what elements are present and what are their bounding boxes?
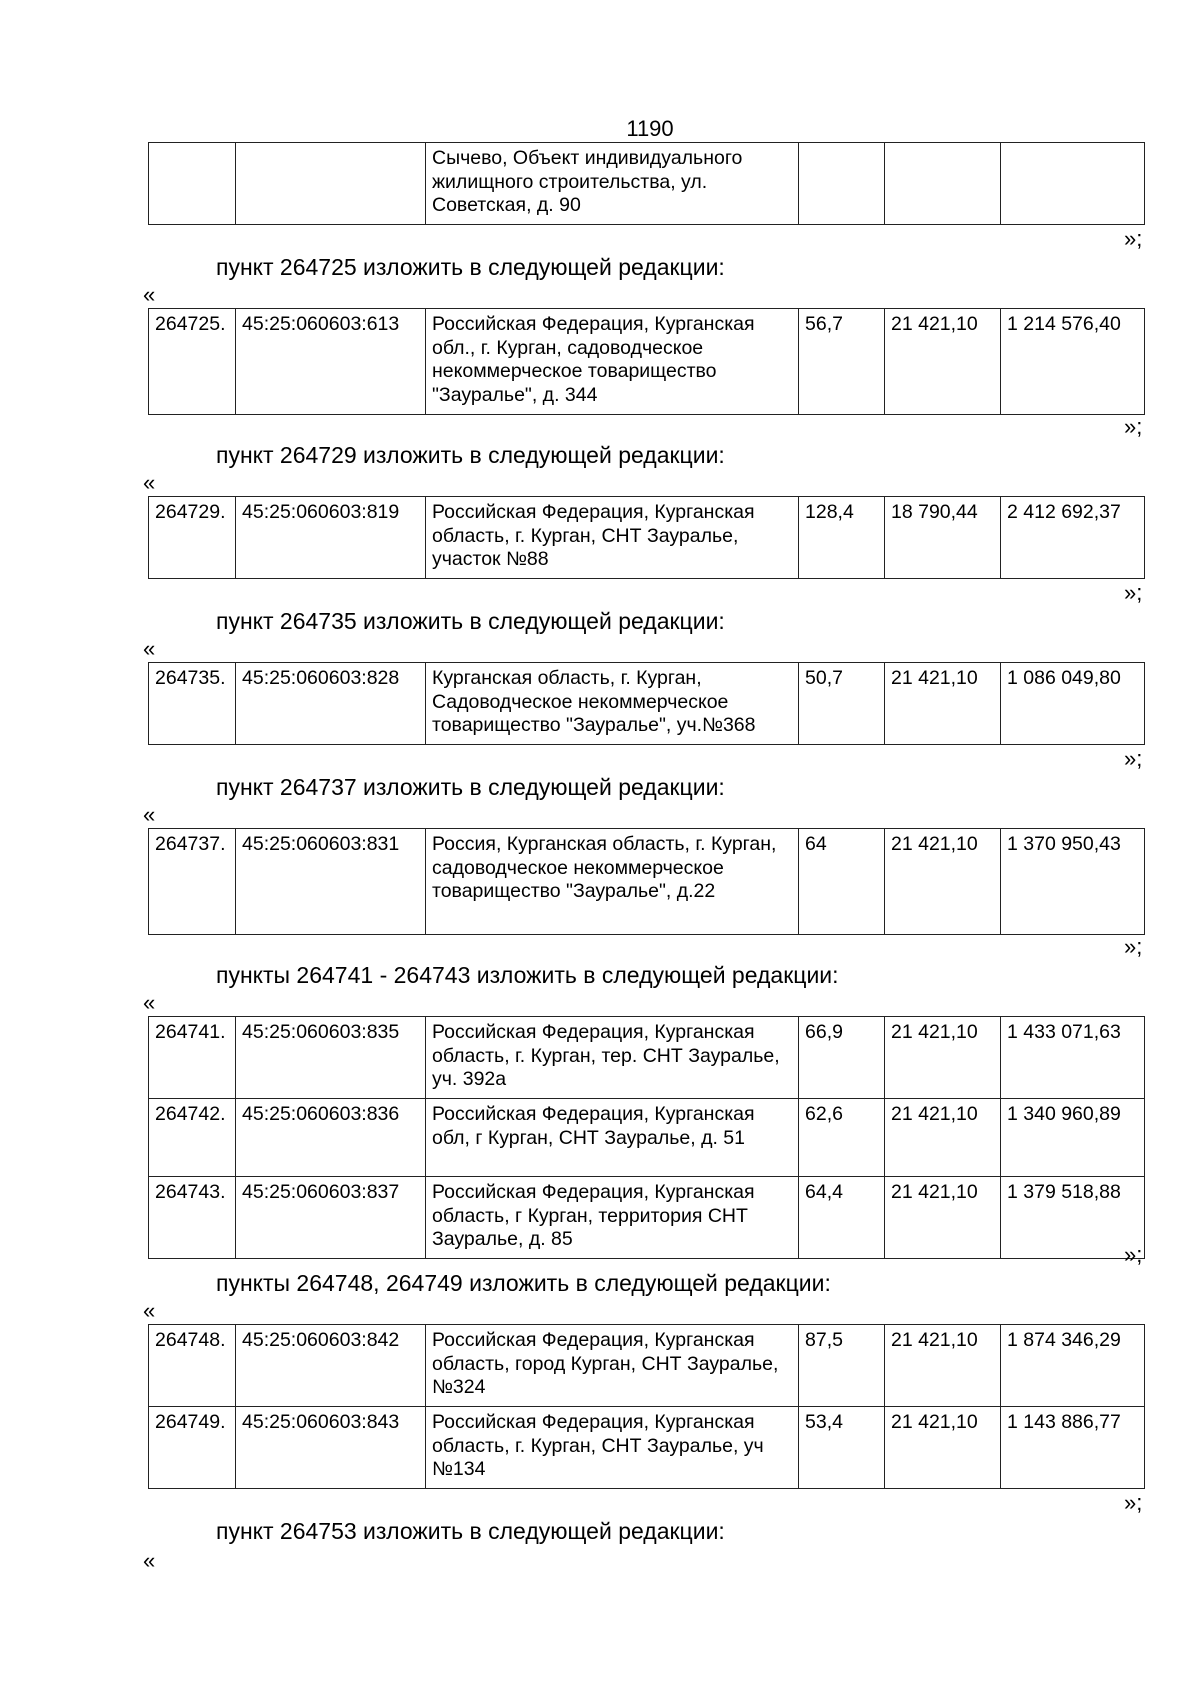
close-quote: »; <box>1124 414 1143 439</box>
address: Российская Федерация, Курганская обл., г. Курган, садоводческое некоммерческое товарищество "Зауралье", д. 344 <box>426 309 799 415</box>
cadastral-number: 45:25:060603:836 <box>236 1099 426 1177</box>
area: 62,6 <box>799 1099 885 1177</box>
cadastral-value: 1 433 071,63 <box>1001 1017 1145 1099</box>
row-number: 264729. <box>149 497 236 579</box>
open-quote: « <box>143 470 156 495</box>
address: Российская Федерация, Курганская область, г. Курган, СНТ Зауралье, уч №134 <box>426 1407 799 1489</box>
amendment-instruction: пункты 264748, 264749 изложить в следующей редакции: <box>216 1270 831 1296</box>
table-row <box>149 309 1145 415</box>
open-quote: « <box>143 802 156 827</box>
close-quote: »; <box>1124 580 1143 605</box>
area: 53,4 <box>799 1407 885 1489</box>
cadastral-value: 2 412 692,37 <box>1001 497 1145 579</box>
table-row <box>149 497 1145 579</box>
table-row <box>149 143 1145 225</box>
specific-value: 21 421,10 <box>885 309 1001 415</box>
table-row <box>149 1177 1145 1259</box>
row-number: 264725. <box>149 309 236 415</box>
table-row <box>149 1407 1145 1489</box>
address: Курганская область, г. Курган, Садоводческое некоммерческое товарищество "Зауралье", уч.№368 <box>426 663 799 745</box>
row-number: 264735. <box>149 663 236 745</box>
row-number <box>149 143 236 225</box>
table-row <box>149 829 1145 935</box>
area: 128,4 <box>799 497 885 579</box>
cadastral-value: 1 379 518,88 <box>1001 1177 1145 1259</box>
cadastral-value: 1 143 886,77 <box>1001 1407 1145 1489</box>
specific-value: 21 421,10 <box>885 1407 1001 1489</box>
amendment-instruction: пункт 264729 изложить в следующей редакции: <box>216 442 725 468</box>
open-quote: « <box>143 1298 156 1323</box>
open-quote: « <box>143 1548 156 1573</box>
cadastral-number: 45:25:060603:835 <box>236 1017 426 1099</box>
area: 66,9 <box>799 1017 885 1099</box>
close-quote: »; <box>1124 1490 1143 1515</box>
open-quote: « <box>143 636 156 661</box>
amendment-table <box>148 1324 1145 1489</box>
open-quote: « <box>143 282 156 307</box>
amendment-instruction: пункты 264741 - 264743 изложить в следующей редакции: <box>216 962 839 988</box>
address: Россия, Курганская область, г. Курган, садоводческое некоммерческое товарищество "Зауралье", д.22 <box>426 829 799 935</box>
cadastral-value: 1 086 049,80 <box>1001 663 1145 745</box>
specific-value: 21 421,10 <box>885 829 1001 935</box>
cadastral-value: 1 340 960,89 <box>1001 1099 1145 1177</box>
row-number: 264742. <box>149 1099 236 1177</box>
cadastral-number: 45:25:060603:819 <box>236 497 426 579</box>
area <box>799 143 885 225</box>
close-quote: »; <box>1124 746 1143 771</box>
amendment-table <box>148 496 1145 579</box>
amendment-instruction: пункт 264753 изложить в следующей редакции: <box>216 1518 725 1544</box>
specific-value: 21 421,10 <box>885 1017 1001 1099</box>
close-quote: »; <box>1124 1242 1143 1267</box>
continuation-table <box>148 142 1145 225</box>
specific-value: 21 421,10 <box>885 1099 1001 1177</box>
close-quote: »; <box>1124 226 1143 251</box>
cadastral-number: 45:25:060603:843 <box>236 1407 426 1489</box>
table-row <box>149 1325 1145 1407</box>
specific-value: 21 421,10 <box>885 663 1001 745</box>
cadastral-number <box>236 143 426 225</box>
area: 87,5 <box>799 1325 885 1407</box>
specific-value: 21 421,10 <box>885 1177 1001 1259</box>
amendment-instruction: пункт 264735 изложить в следующей редакции: <box>216 608 725 634</box>
cadastral-number: 45:25:060603:831 <box>236 829 426 935</box>
open-quote: « <box>143 990 156 1015</box>
row-number: 264748. <box>149 1325 236 1407</box>
cadastral-number: 45:25:060603:828 <box>236 663 426 745</box>
cadastral-value <box>1001 143 1145 225</box>
cadastral-number: 45:25:060603:613 <box>236 309 426 415</box>
amendment-instruction: пункт 264725 изложить в следующей редакции: <box>216 254 725 280</box>
address: Российская Федерация, Курганская область, г. Курган, тер. СНТ Зауралье, уч. 392а <box>426 1017 799 1099</box>
amendment-table <box>148 662 1145 745</box>
amendment-table <box>148 308 1145 415</box>
table-row <box>149 1099 1145 1177</box>
amendment-table <box>148 828 1145 935</box>
table-row <box>149 663 1145 745</box>
area: 64,4 <box>799 1177 885 1259</box>
table-row <box>149 1017 1145 1099</box>
cadastral-value: 1 874 346,29 <box>1001 1325 1145 1407</box>
close-quote: »; <box>1124 934 1143 959</box>
area: 56,7 <box>799 309 885 415</box>
cadastral-number: 45:25:060603:842 <box>236 1325 426 1407</box>
specific-value: 21 421,10 <box>885 1325 1001 1407</box>
amendment-table <box>148 1016 1145 1259</box>
cadastral-value: 1 370 950,43 <box>1001 829 1145 935</box>
page-number: 1190 <box>626 116 674 141</box>
row-number: 264743. <box>149 1177 236 1259</box>
amendment-instruction: пункт 264737 изложить в следующей редакции: <box>216 774 725 800</box>
specific-value: 18 790,44 <box>885 497 1001 579</box>
specific-value <box>885 143 1001 225</box>
address: Российская Федерация, Курганская область, г Курган, территория СНТ Зауралье, д. 85 <box>426 1177 799 1259</box>
area: 50,7 <box>799 663 885 745</box>
address: Российская Федерация, Курганская область, город Курган, СНТ Зауралье, №324 <box>426 1325 799 1407</box>
cadastral-number: 45:25:060603:837 <box>236 1177 426 1259</box>
address: Сычево, Объект индивидуального жилищного строительства, ул. Советская, д. 90 <box>426 143 799 225</box>
row-number: 264737. <box>149 829 236 935</box>
row-number: 264741. <box>149 1017 236 1099</box>
row-number: 264749. <box>149 1407 236 1489</box>
address: Российская Федерация, Курганская область, г. Курган, СНТ Зауралье, участок №88 <box>426 497 799 579</box>
cadastral-value: 1 214 576,40 <box>1001 309 1145 415</box>
address: Российская Федерация, Курганская обл, г Курган, СНТ Зауралье, д. 51 <box>426 1099 799 1177</box>
area: 64 <box>799 829 885 935</box>
